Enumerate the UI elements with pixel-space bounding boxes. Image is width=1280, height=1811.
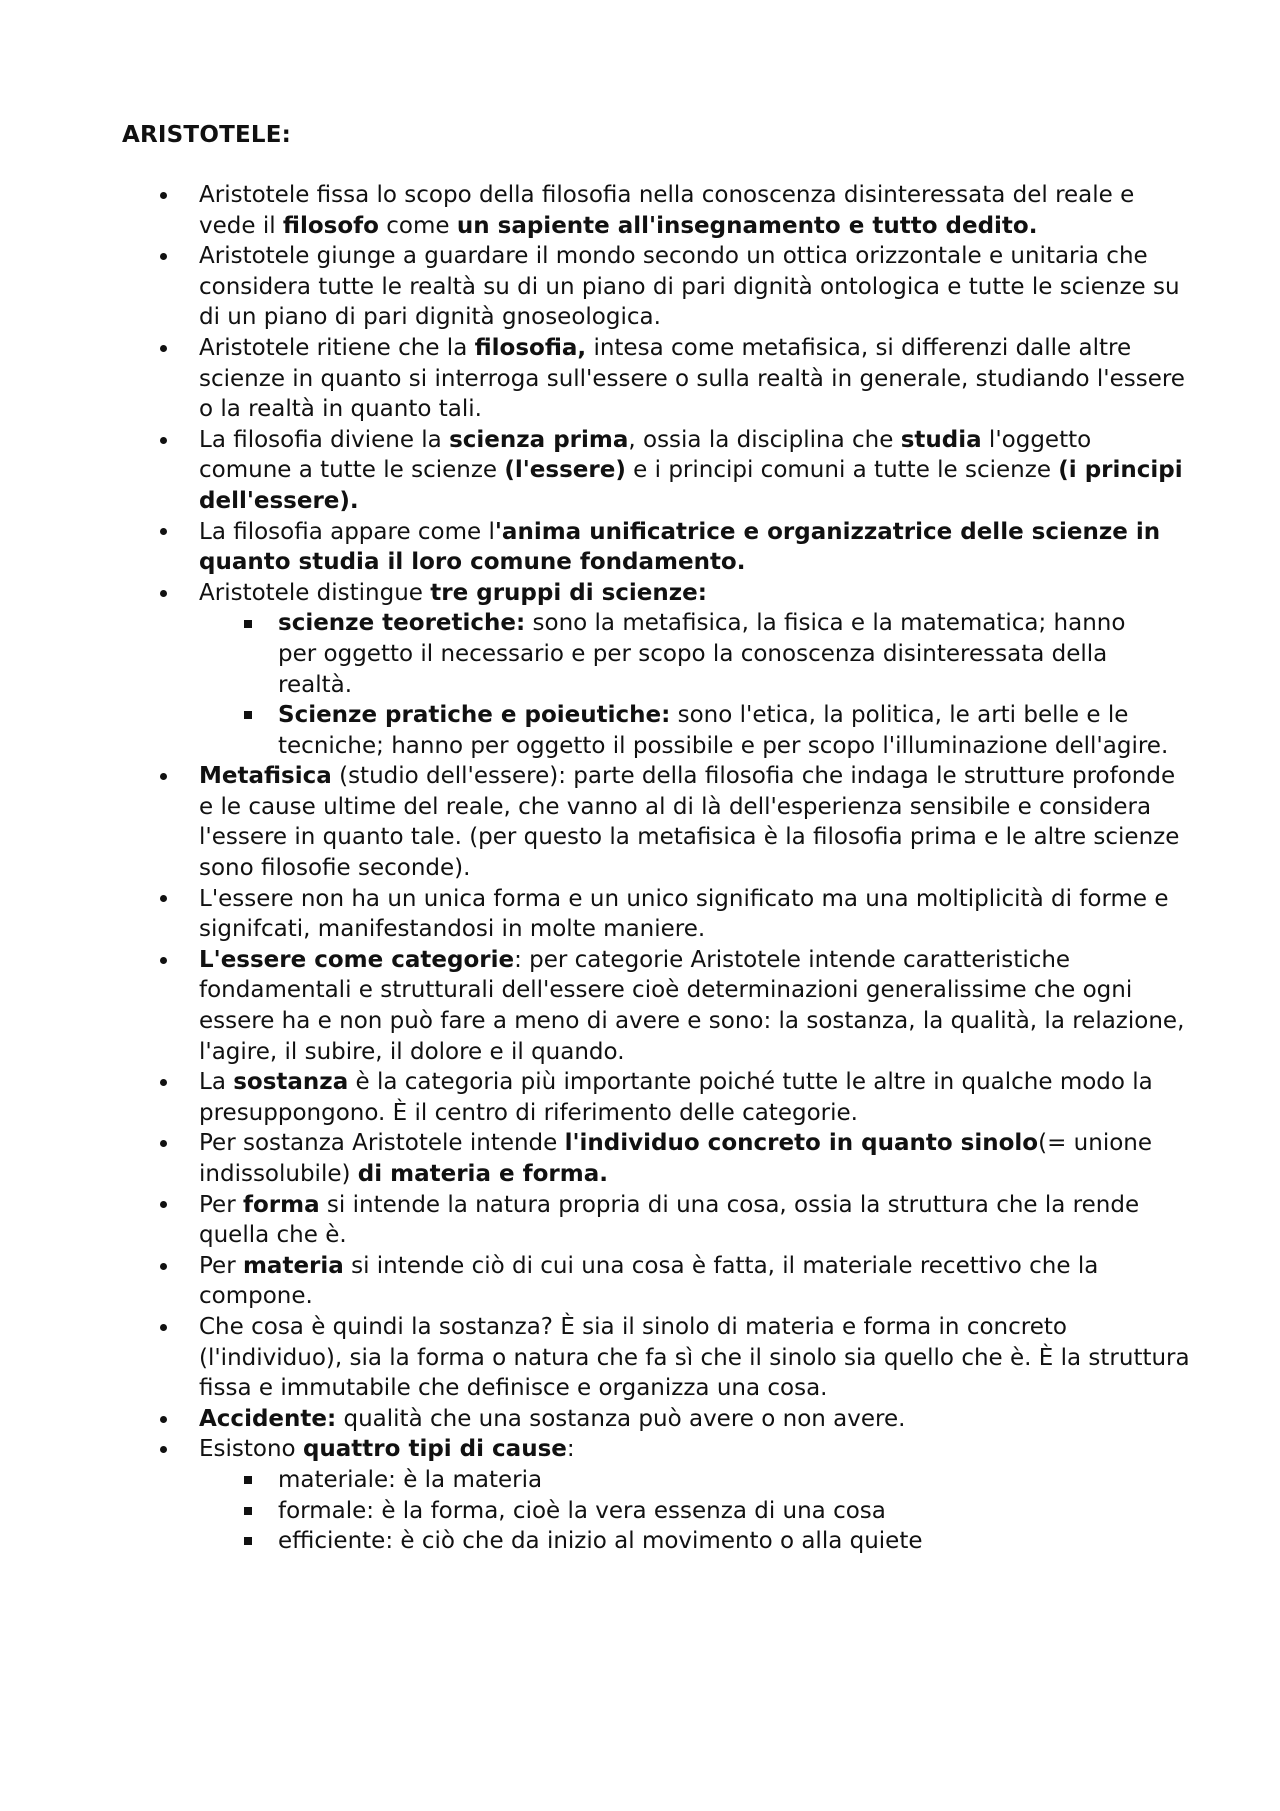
list-item xyxy=(0,1404,1280,1435)
bold-text: tre gruppi di scienze: xyxy=(430,579,707,606)
text-run: (studio dell'essere): parte della filosofia che indaga le strutture profonde e le cause ultime del reale, che vanno al di là dell'esperienza sensibile e considera l'essere in quanto tale. (per questo la metafisica è la filosofia prima e le altre scienze sono filosofie seconde). xyxy=(199,763,1180,882)
text-run: La filosofia diviene la xyxy=(199,426,450,453)
text-run: materiale: è la materia xyxy=(278,1466,543,1493)
square-bullet-icon xyxy=(244,1496,252,1527)
text-run: Aristotele fissa lo scopo della filosofia nella conoscenza disinteressata del reale e vede il xyxy=(199,182,1135,239)
text-run: qualità che una sostanza può avere o non avere. xyxy=(336,1405,906,1432)
bold-text: materia xyxy=(242,1252,344,1279)
square-bullet-icon xyxy=(244,700,252,731)
list-item xyxy=(0,945,1280,1067)
text-run: si intende la natura propria di una cosa, ossia la struttura che la rende quella che è. xyxy=(199,1191,1140,1249)
list-item xyxy=(0,425,1280,517)
text-run: formale: è la forma, cioè la vera essenza di una cosa xyxy=(278,1497,886,1524)
document-title: ARISTOTELE: xyxy=(122,122,292,148)
list-item xyxy=(0,1434,1280,1465)
list-item xyxy=(0,333,1280,425)
text-run: è la categoria più importante poiché tutte le altre in qualche modo la presuppongono. È il centro di riferimento delle categorie. xyxy=(199,1069,1153,1126)
bold-text: forma xyxy=(242,1191,320,1218)
text-run: sono la metafisica, la fisica e la matematica; hanno per oggetto il necessario e per scopo la conoscenza disinteressata della realtà. xyxy=(278,610,1126,698)
bold-text: Accidente: xyxy=(199,1405,337,1432)
square-bullet-icon xyxy=(244,1465,252,1496)
round-bullet-icon xyxy=(160,517,167,548)
bold-text: quattro tipi di cause xyxy=(302,1436,567,1463)
bold-text: scienza prima xyxy=(449,426,629,453)
list-item xyxy=(0,578,1280,609)
text-run: come xyxy=(378,212,457,239)
list-item xyxy=(0,1190,1280,1251)
text-run: Aristotele ritiene che la xyxy=(199,334,475,361)
text-run: La xyxy=(199,1069,234,1096)
text-run: (= unione indissolubile) xyxy=(199,1130,1153,1187)
text-run: intesa come metafisica, si differenzi dalle altre scienze in quanto si interroga sull'essere o sulla realtà in generale, studiando l'essere o la realtà in quanto tali. xyxy=(199,334,1185,423)
text-run: Esistono xyxy=(199,1436,303,1463)
text-run: La filosofia appare come l xyxy=(199,518,495,545)
round-bullet-icon xyxy=(160,945,167,976)
sub-list-item xyxy=(0,700,1280,761)
round-bullet-icon xyxy=(160,884,167,915)
list-item xyxy=(0,1312,1280,1404)
text-run: Per xyxy=(199,1252,243,1279)
sub-list-item xyxy=(0,1465,1280,1496)
round-bullet-icon xyxy=(160,425,167,456)
bold-text: sostanza xyxy=(233,1069,349,1096)
list-item xyxy=(0,1067,1280,1128)
list-item xyxy=(0,1128,1280,1189)
bold-text: (l'essere) xyxy=(504,457,626,484)
sub-list-item xyxy=(0,1526,1280,1557)
round-bullet-icon xyxy=(160,1404,167,1435)
square-bullet-icon xyxy=(244,608,252,639)
text-run: , ossia la disciplina che xyxy=(628,426,901,453)
list-item xyxy=(0,761,1280,883)
bold-text: studia xyxy=(900,426,982,453)
bold-text: 'anima unificatrice e organizzatrice delle scienze in quanto studia il loro comune fondamento. xyxy=(199,518,1161,576)
text-run: Aristotele giunge a guardare il mondo secondo un ottica orizzontale e unitaria che considera tutte le realtà su di un piano di pari dignità ontologica e tutte le scienze su di un piano di pari dignità gnoseologica. xyxy=(199,243,1180,331)
text-run: si intende ciò di cui una cosa è fatta, il materiale recettivo che la compone. xyxy=(199,1252,1099,1310)
text-run: efficiente: è ciò che da inizio al movimento o alla quiete xyxy=(278,1528,923,1555)
text-run: l'oggetto comune a tutte le scienze xyxy=(199,426,1092,484)
bold-text: scienze teoretiche: xyxy=(278,610,526,637)
text-run: Per xyxy=(199,1191,243,1218)
list-item xyxy=(0,517,1280,578)
round-bullet-icon xyxy=(160,333,167,364)
text-run: : per categorie Aristotele intende caratteristiche fondamentali e strutturali dell'essere cioè determinazioni generalissime che ogni essere ha e non può fare a meno di avere e sono: la sostanza, la qualità, la relazione, l'agire, il subire, il dolore e il quando. xyxy=(199,946,1185,1065)
text-run: Aristotele distingue xyxy=(199,579,431,606)
bold-text: L'essere come categorie xyxy=(199,946,515,973)
text-run: Che cosa è quindi la sostanza? È sia il sinolo di materia e forma in concreto (l'individuo), sia la forma o natura che fa sì che il sinolo sia quello che è. È la struttura fissa e immutabile che definisce e organizza una cosa. xyxy=(199,1313,1190,1402)
round-bullet-icon xyxy=(160,180,167,211)
text-run: sono l'etica, la politica, le arti belle e le tecniche; hanno per oggetto il possibile e per scopo l'illuminazione dell'agire. xyxy=(278,702,1169,759)
list-item xyxy=(0,884,1280,945)
round-bullet-icon xyxy=(160,1251,167,1282)
square-bullet-icon xyxy=(244,1526,252,1557)
list-item xyxy=(0,180,1280,241)
list-item xyxy=(0,241,1280,333)
bullet-list xyxy=(0,180,1280,1557)
round-bullet-icon xyxy=(160,1128,167,1159)
bold-text: (i principi dell'essere). xyxy=(199,457,1183,514)
bold-text: filosofo xyxy=(282,212,379,239)
round-bullet-icon xyxy=(160,761,167,792)
sub-list-item xyxy=(0,608,1280,700)
round-bullet-icon xyxy=(160,241,167,272)
list-item xyxy=(0,1251,1280,1312)
text-run: L'essere non ha un unica forma e un unico significato ma una moltiplicità di forme e signifcati, manifestandosi in molte maniere. xyxy=(199,885,1169,943)
text-run: e i principi comuni a tutte le scienze xyxy=(625,457,1059,484)
round-bullet-icon xyxy=(160,1434,167,1465)
bold-text: di materia e forma. xyxy=(357,1161,608,1187)
bold-text: Scienze pratiche e poieutiche: xyxy=(278,702,671,729)
round-bullet-icon xyxy=(160,1190,167,1221)
bold-text: filosofia, xyxy=(474,334,587,361)
bold-text: un sapiente all'insegnamento e tutto dedito. xyxy=(456,212,1038,239)
text-run: : xyxy=(566,1436,575,1463)
bold-text: l'individuo concreto in quanto sinolo xyxy=(564,1130,1039,1157)
text-run: Per sostanza Aristotele intende xyxy=(199,1130,565,1157)
sub-list-item xyxy=(0,1496,1280,1527)
round-bullet-icon xyxy=(160,1312,167,1343)
round-bullet-icon xyxy=(160,1067,167,1098)
round-bullet-icon xyxy=(160,578,167,609)
bold-text: Metafisica xyxy=(199,763,332,790)
